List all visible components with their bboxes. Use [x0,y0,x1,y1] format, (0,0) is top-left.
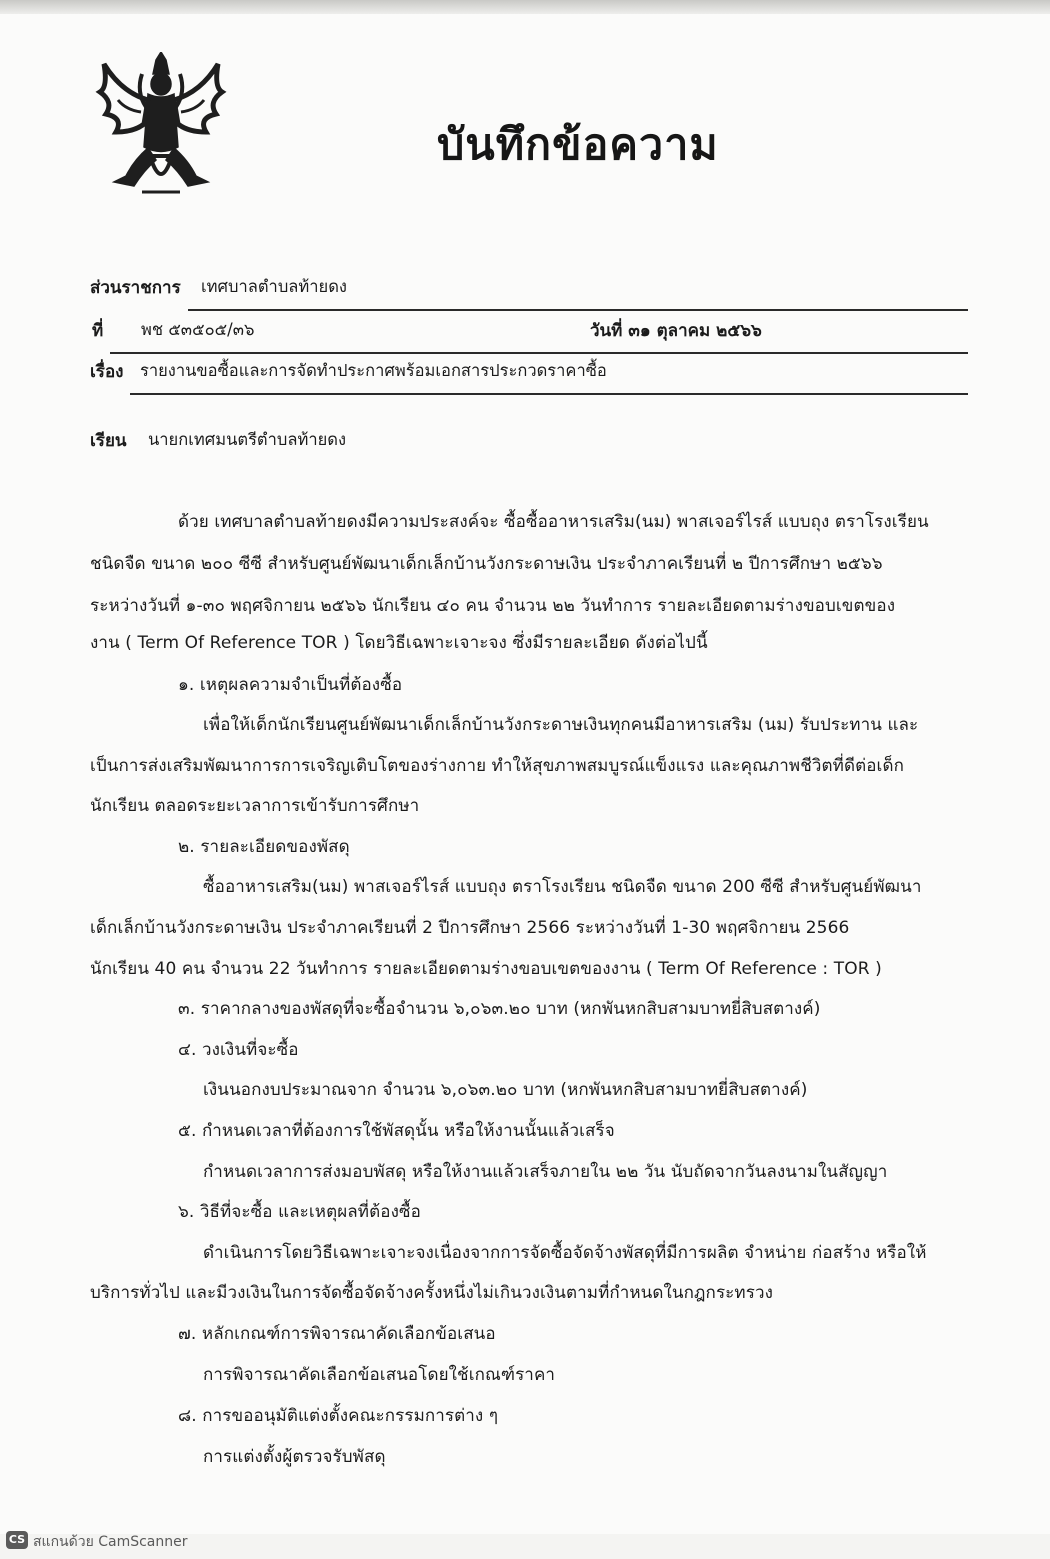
section-2-line-2: เด็กเล็กบ้านวังกระดาษเงิน ประจำภาคเรียนที่ 2 ปีการศึกษา 2566 ระหว่างวันที่ 1-30 พฤศจิกายน 2566 [90,918,850,938]
section-2-heading: ๒. รายละเอียดของพัสดุ [178,837,350,857]
section-6-heading: ๖. วิธีที่จะซื้อ และเหตุผลที่ต้องซื้อ [178,1202,421,1222]
section-7-line: การพิจารณาคัดเลือกข้อเสนอโดยใช้เกณฑ์ราคา [203,1365,556,1385]
intro-line-1: ด้วย เทศบาลตำบลท้ายดงมีความประสงค์จะ ซื้อซื้ออาหารเสริม(นม) พาสเจอร์ไรส์ แบบถุง ตราโรงเรียน [178,512,929,532]
section-8-heading: ๘. การขออนุมัติแต่งตั้งคณะกรรมการต่าง ๆ [178,1406,499,1426]
camscanner-watermark: สแกนด้วย CamScanner [33,1534,188,1550]
section-1-line-3: นักเรียน ตลอดระยะเวลาการเข้ารับการศึกษา [90,796,420,816]
ref-number: พช ๕๓๕๐๕/๓๖ [141,320,255,339]
document-date: วันที่ ๓๑ ตุลาคม ๒๕๖๖ [590,321,762,341]
intro-line-3: ระหว่างวันที่ ๑-๓๐ พฤศจิกายน ๒๕๖๖ นักเรียน ๔๐ คน จำนวน ๒๒ วันทำการ รายละเอียดตามร่างขอบเขตของ [90,596,896,616]
ref-rule [110,352,968,354]
document-title: บันทึกข้อความ [437,120,719,170]
section-7-heading: ๗. หลักเกณฑ์การพิจารณาคัดเลือกข้อเสนอ [178,1324,496,1344]
section-2-line-1: ซื้ออาหารเสริม(นม) พาสเจอร์ไรส์ แบบถุง ตราโรงเรียน ชนิดจืด ขนาด 200 ซีซี สำหรับศูนย์พัฒนา [203,877,922,897]
section-5-line: กำหนดเวลาการส่งมอบพัสดุ หรือให้งานแล้วเสร็จภายใน ๒๒ วัน นับถัดจากวันลงนามในสัญญา [203,1162,888,1182]
garuda-emblem-icon [86,52,236,202]
section-8-line: การแต่งตั้งผู้ตรวจรับพัสดุ [203,1447,386,1467]
ref-label: ที่ [92,321,104,341]
to-value: นายกเทศมนตรีตำบลท้ายดง [148,430,347,449]
section-5-heading: ๕. กำหนดเวลาที่ต้องการใช้พัสดุนั้น หรือให้งานนั้นแล้วเสร็จ [178,1121,615,1141]
section-1-heading: ๑. เหตุผลความจำเป็นที่ต้องซื้อ [178,675,403,695]
section-3-heading: ๓. ราคากลางของพัสดุที่จะซื้อจำนวน ๖,๐๖๓.๒๐ บาท (หกพันหกสิบสามบาทยี่สิบสตางค์) [178,999,821,1019]
section-1-line-2: เป็นการส่งเสริมพัฒนาการการเจริญเติบโตของร่างกาย ทำให้สุขภาพสมบูรณ์แข็งแรง และคุณภาพชีวิตที่ดีต่อเด็ก [90,756,905,776]
agency-rule [188,309,968,311]
camscanner-logo-icon: CS [6,1531,28,1549]
scan-edge [0,0,1050,14]
subject-rule [130,393,968,395]
section-4-line: เงินนอกงบประมาณจาก จำนวน ๖,๐๖๓.๒๐ บาท (หกพันหกสิบสามบาทยี่สิบสตางค์) [203,1080,808,1100]
agency-label: ส่วนราชการ [90,278,181,298]
section-4-heading: ๔. วงเงินที่จะซื้อ [178,1040,299,1060]
intro-line-2: ชนิดจืด ขนาด ๒๐๐ ซีซี สำหรับศูนย์พัฒนาเด็กเล็กบ้านวังกระดาษเงิน ประจำภาคเรียนที่ ๒ ปีการศึกษา ๒๕๖๖ [90,554,883,574]
section-2-line-3: นักเรียน 40 คน จำนวน 22 วันทำการ รายละเอียดตามร่างขอบเขตของงาน ( Term Of Reference : TOR ) [90,959,882,979]
agency-value: เทศบาลตำบลท้ายดง [201,277,347,296]
to-label: เรียน [90,431,127,451]
section-1-line-1: เพื่อให้เด็กนักเรียนศูนย์พัฒนาเด็กเล็กบ้านวังกระดาษเงินทุกคนมีอาหารเสริม (นม) รับประทาน และ [203,715,919,735]
section-6-line-2: บริการทั่วไป และมีวงเงินในการจัดซื้อจัดจ้างครั้งหนึ่งไม่เกินวงเงินตามที่กำหนดในกฎกระทรวง [90,1283,773,1303]
intro-line-4: งาน ( Term Of Reference TOR ) โดยวิธีเฉพาะเจาะจง ซึ่งมีรายละเอียด ดังต่อไปนี้ [90,633,708,653]
subject-value: รายงานขอซื้อและการจัดทำประกาศพร้อมเอกสารประกวดราคาซื้อ [140,361,607,380]
section-6-line-1: ดำเนินการโดยวิธีเฉพาะเจาะจงเนื่องจากการจัดซื้อจัดจ้างพัสดุที่มีการผลิต จำหน่าย ก่อสร้าง หรือให้ [203,1243,927,1263]
subject-label: เรื่อง [90,362,124,382]
